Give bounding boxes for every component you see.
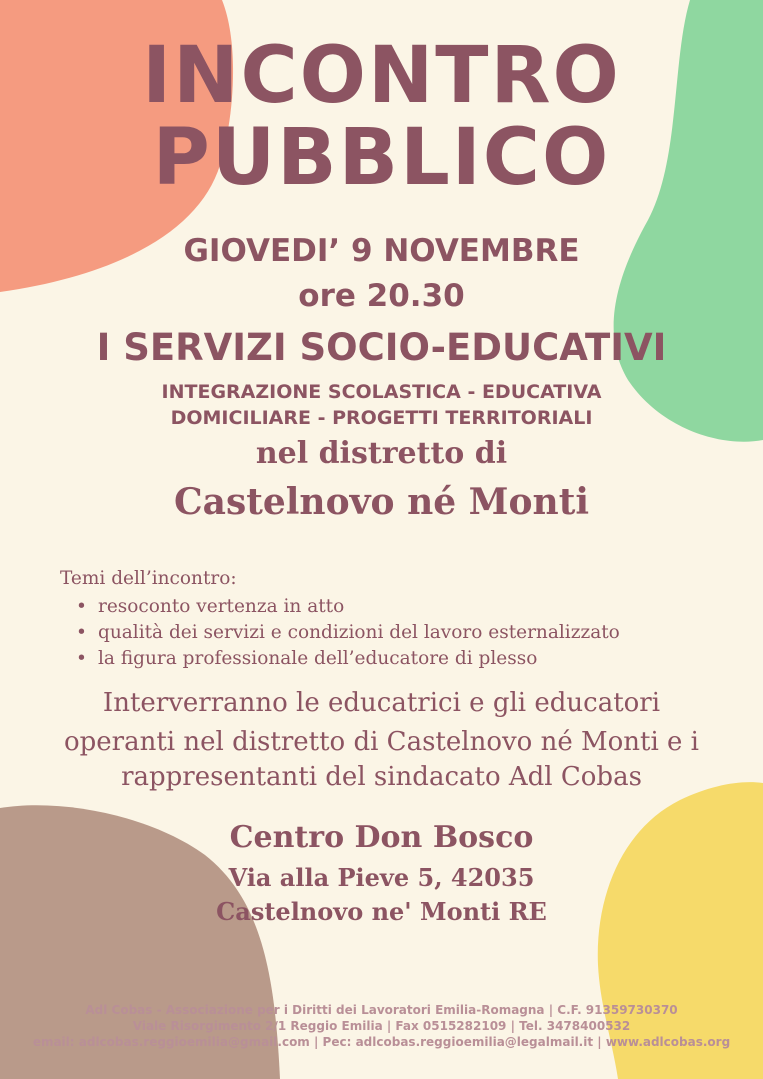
footer-line-2: Viale Risorgimento 2/1 Reggio Emilia | Fax 0515282109 | Tel. 3478400532 [132,1019,631,1033]
venue-name: Centro Don Bosco [229,820,534,855]
topics-list [60,594,750,672]
topics-section [60,566,750,672]
footer-line-1: Adl Cobas - Associazione per i Diritti dei Lavoratori Emilia-Romagna | C.F. 91359730370 [85,1003,678,1017]
district-intro: nel distretto di [255,436,508,471]
bullet-icon: • [76,648,87,669]
speakers-line-2: operanti nel distretto di Castelnovo né Monti e i [63,727,699,757]
subtitle-line-2: DOMICILIARE - PROGETTI TERRITORIALI [170,407,593,429]
topic-text: resoconto vertenza in atto [98,596,345,617]
event-time: ore 20.30 [298,278,465,314]
topic-text: la figura professionale dell’educatore di plesso [98,648,538,669]
topic-text: qualità dei servizi e condizioni del lavoro esternalizzato [98,622,620,643]
district-name: Castelnovo né Monti [173,481,590,523]
topic-item [76,646,750,672]
venue-city: Castelnovo ne' Monti RE [216,897,547,926]
title-line-1: INCONTRO [142,31,621,121]
speakers-line-3: rappresentanti del sindacato Adl Cobas [121,762,642,792]
bullet-icon: • [76,596,87,617]
subject-heading: I SERVIZI SOCIO-EDUCATIVI [96,326,667,369]
topic-item [76,594,750,620]
venue-street: Via alla Pieve 5, 42035 [228,863,535,892]
topic-item [76,620,750,646]
bullet-icon: • [76,622,87,643]
title-line-2: PUBBLICO [152,113,611,203]
event-date: GIOVEDI’ 9 NOVEMBRE [183,233,580,269]
speakers-line-1: Interverranno le educatrici e gli educatori [102,688,661,718]
topics-heading: Temi dell’incontro: [60,568,237,589]
footer-line-3: email: adlcobas.reggioemilia@gmail.com | Pec: adlcobas.reggioemilia@legalmail.it | www.adlcobas.org [32,1035,731,1049]
subtitle-line-1: INTEGRAZIONE SCOLASTICA - EDUCATIVA [161,381,602,403]
